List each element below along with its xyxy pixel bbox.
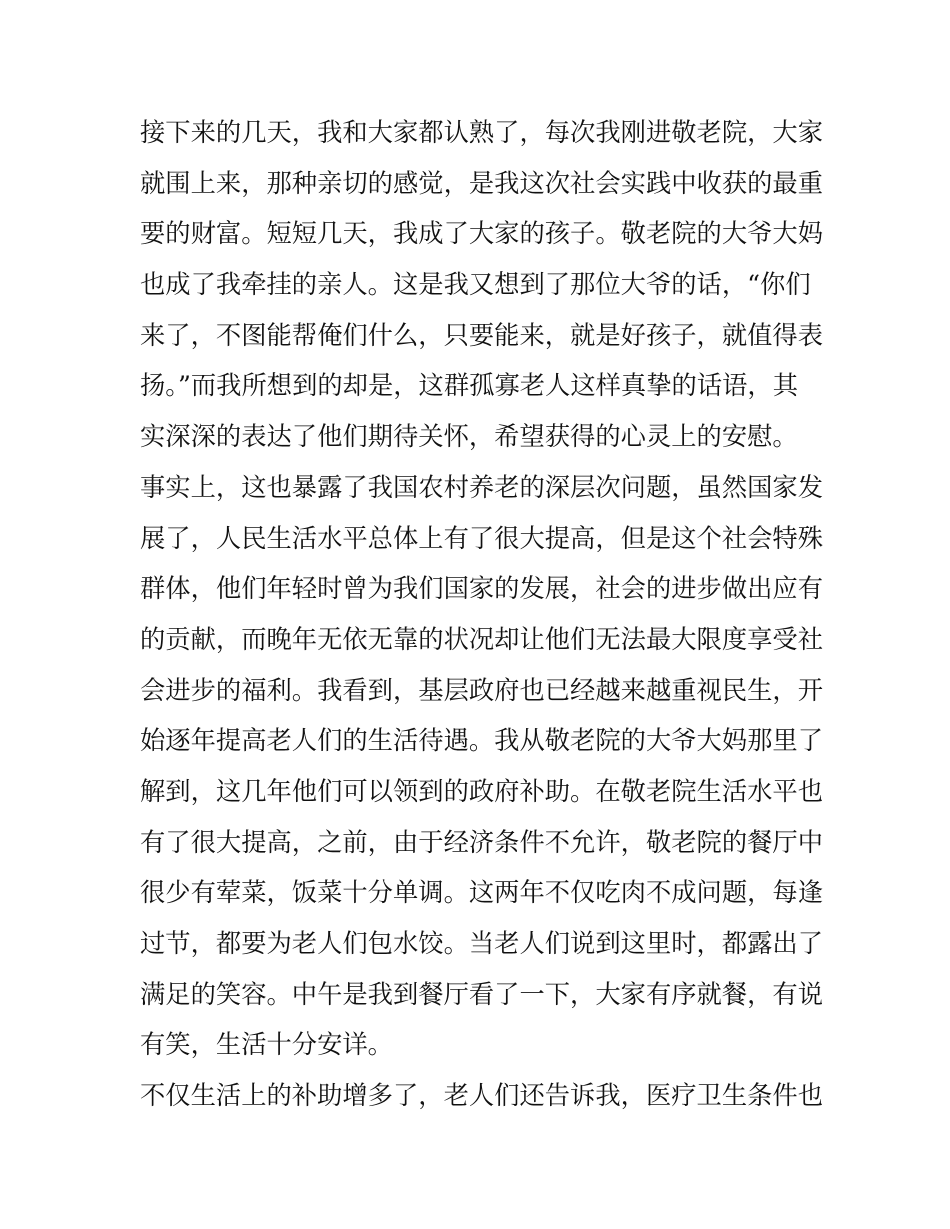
text-line: 就围上来，那种亲切的感觉，是我这次社会实践中收获的最重 [140, 168, 824, 198]
text-line: 会进步的福利。我看到，基层政府也已经越来越重视民生，开 [140, 675, 824, 705]
text-line: 有了很大提高，之前，由于经济条件不允许，敬老院的餐厅中 [140, 827, 824, 857]
text-line: 不仅生活上的补助增多了，老人们还告诉我，医疗卫生条件也 [140, 1081, 824, 1111]
text-line: 始逐年提高老人们的生活待遇。我从敬老院的大爷大妈那里了 [140, 726, 824, 756]
text-line: 实深深的表达了他们期待关怀，希望获得的心灵上的安慰。 [140, 422, 798, 452]
text-line: 接下来的几天，我和大家都认熟了，每次我刚进敬老院，大家 [140, 118, 824, 147]
text-line: 事实上，这也暴露了我国农村养老的深层次问题，虽然国家发 [140, 472, 824, 502]
text-line: 解到，这几年他们可以领到的政府补助。在敬老院生活水平也 [140, 776, 824, 806]
text-line: 来了，不图能帮俺们什么，只要能来，就是好孩子，就值得表 [140, 320, 824, 350]
text-line: 扬。”而我所想到的却是，这群孤寡老人这样真挚的话语，其 [140, 371, 799, 401]
text-line: 也成了我牵挂的亲人。这是我又想到了那位大爷的话，“你们 [140, 270, 811, 300]
text-line: 展了，人民生活水平总体上有了很大提高，但是这个社会特殊 [140, 523, 824, 553]
text-line: 要的财富。短短几天，我成了大家的孩子。敬老院的大爷大妈 [140, 219, 824, 249]
text-line: 群体，他们年轻时曾为我们国家的发展，社会的进步做出应有 [140, 574, 824, 604]
text-line: 的贡献，而晚年无依无靠的状况却让他们无法最大限度享受社 [140, 624, 824, 654]
text-line: 很少有荤菜，饭菜十分单调。这两年不仅吃肉不成问题，每逢 [140, 878, 824, 908]
text-line: 有笑，生活十分安详。 [140, 1030, 393, 1060]
text-line: 过节，都要为老人们包水饺。当老人们说到这里时，都露出了 [140, 929, 824, 958]
text-line: 满足的笑容。中午是我到餐厅看了一下，大家有序就餐，有说 [140, 979, 824, 1009]
body-text [140, 108, 824, 1122]
